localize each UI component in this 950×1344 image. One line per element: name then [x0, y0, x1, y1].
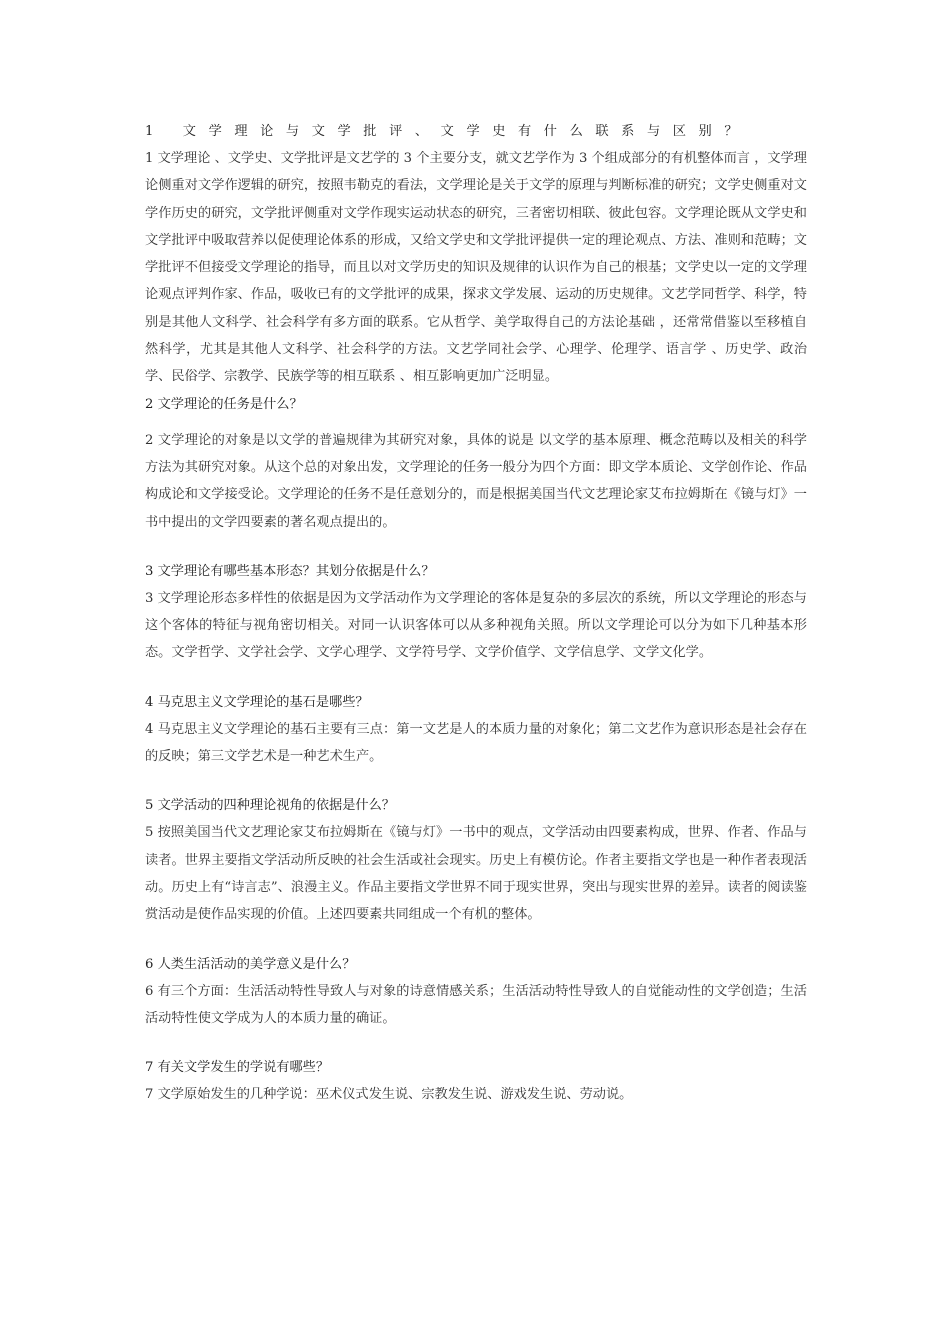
answer-2: 2 文学理论的对象是以文学的普遍规律为其研究对象，具体的说是 以文学的基本原理、概念范畴以及相关的科学方法为其研究对象。从这个总的对象出发，文学理论的任务一般分为四个方面：即文学本质论、文学创作论、作品构成论和文学接受论。文学理论的任务不是任意划分的，而是根据美国当代文艺理论家艾布拉姆斯在《镜与灯》一书中提出的文学四要素的著名观点提出的。	[145, 432, 807, 530]
spacer	[145, 418, 807, 427]
question-1: 1 文学理论与文学批评、文学史有什么联系与区别？	[145, 124, 751, 139]
answer-3: 3 文学理论形态多样性的依据是因为文学活动作为文学理论的客体是复杂的多层次的系统，所以文学理论的形态与这个客体的特征与视角密切相关。对同一认识客体可以从多种视角关照。所以文学理论可以分为如下几种基本形态。文学哲学、文学社会学、文学心理学、文学符号学、文学价值学、文学信息学、文学文化学。	[145, 590, 807, 661]
answer-6: 6 有三个方面：生活活动特性导致人与对象的诗意情感关系；生活活动特性导致人的自觉能动性的文学创造；生活活动特性使文学成为人的本质力量的确证。	[145, 983, 807, 1026]
question-7: 7 有关文学发生的学说有哪些？	[145, 1060, 330, 1076]
answer-1: 1 文学理论 、文学史、文学批评是文艺学的 3 个主要分支，就文艺学作为 3 个组成部分的有机整体而言 ，文学理论侧重对文学作逻辑的研究，按照韦勒克的看法，文学理论是关于文学的原理与判断标准的研究；文学史侧重对文学作历史的研究，文学批评侧重对文学作现实运动状态的研究，三者密切相联、彼此包容。文学理论既从文学史和文学批评中吸取营养以促使理论体系的形成，又给文学史和文学批评提供一定的理论观点、方法、准则和范畴；文学批评不但接受文学理论的指导，而且以对文学历史的知识及规律的认识作为自己的根基；文学史以一定的文学理论观点评判作家、作品，吸收已有的文学批评的成果，探求文学发展、运动的历史规律。文艺学同哲学、科学，特别是其他人文科学、社会科学有多方面的联系。它从哲学、美学取得自己的方法论基础 ，还常常借鉴以至移植自然科学，尤其是其他人文科学、社会科学的方法。文艺学同社会学、心理学、伦理学、语言学 、历史学、政治学、民俗学、宗教学、民族学等的相互联系 、相互影响更加广泛明显。	[145, 151, 808, 385]
question-3: 3 文学理论有哪些基本形态？其划分依据是什么？	[145, 563, 435, 579]
answer-5: 5 按照美国当代文艺理论家艾布拉姆斯在《镜与灯》一书中的观点，文学活动由四要素构成，世界、作者、作品与读者。世界主要指文学活动所反映的社会生活或社会现实。历史上有模仿论。作者主要指文学也是一种作者表现活动。历史上有“诗言志”、浪漫主义。作品主要指文学世界不同于现实世界，突出与现实世界的差异。读者的阅读鉴赏活动是使作品实现的价值。上述四要素共同组成一个有机的整体。	[145, 825, 807, 923]
qa-item-5	[145, 792, 807, 928]
answer-7: 7 文学原始发生的几种学说：巫术仪式发生说、宗教发生说、游戏发生说、劳动说。	[145, 1087, 633, 1103]
question-6: 6 人类生活活动的美学意义是什么？	[145, 956, 356, 972]
question-5: 5 文学活动的四种理论视角的依据是什么？	[145, 798, 395, 814]
qa-item-3	[145, 558, 807, 667]
spacer	[145, 929, 807, 951]
spacer	[145, 536, 807, 558]
spacer	[145, 770, 807, 792]
qa-item-1	[145, 118, 807, 391]
qa-item-6	[145, 951, 807, 1033]
spacer	[145, 667, 807, 689]
qa-item-2	[145, 391, 807, 536]
qa-item-7	[145, 1054, 807, 1108]
document-body	[145, 118, 807, 1108]
question-4: 4 马克思主义文学理论的基石是哪些？	[145, 694, 369, 710]
question-2: 2 文学理论的任务是什么？	[145, 396, 303, 412]
qa-item-4	[145, 689, 807, 771]
spacer	[145, 1032, 807, 1054]
answer-4: 4 马克思主义文学理论的基石主要有三点：第一文艺是人的本质力量的对象化；第二文艺作为意识形态是社会存在的反映；第三文学艺术是一种艺术生产。	[145, 721, 807, 765]
